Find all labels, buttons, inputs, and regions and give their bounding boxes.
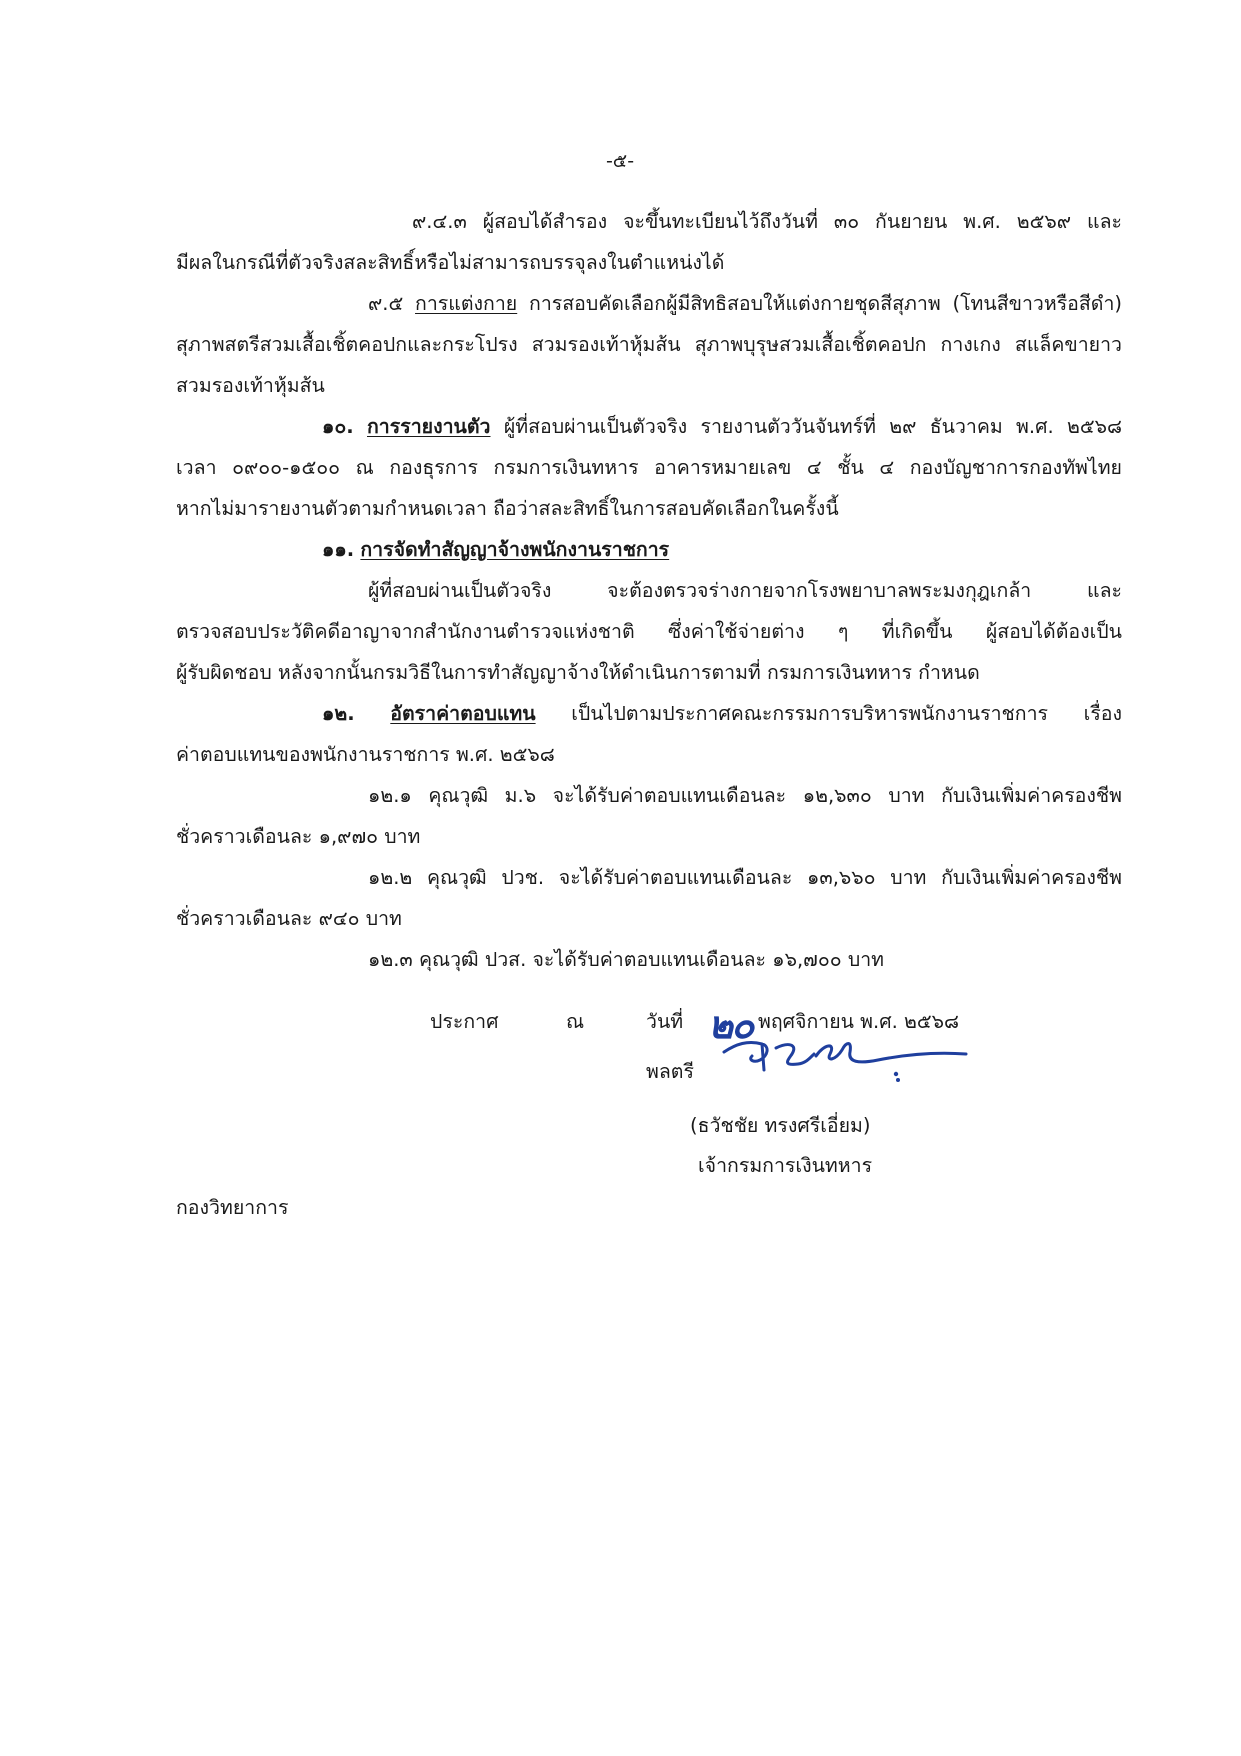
section-10-line-2: เวลา ๐๙๐๐-๑๕๐๐ ณ กองธุรการ กรมการเงินทหาร อาคารหมายเลข ๔ ชั้น ๔ กองบัญชาการกองทัพไทย [176, 456, 1122, 479]
section-11-line-1: ผู้ที่สอบผ่านเป็นตัวจริง จะต้องตรวจร่างกายจากโรงพยาบาลพระมงกุฎเกล้า และ [368, 579, 1122, 602]
section-11-number: ๑๑. [322, 538, 355, 561]
section-11-line-2: ตรวจสอบประวัติคดีอาญาจากสำนักงานตำรวจแห่งชาติ ซึ่งค่าใช้จ่ายต่าง ๆ ที่เกิดขึ้น ผู้สอบได้ต้องเป็น [176, 620, 1122, 643]
footer-department: กองวิทยาการ [176, 1196, 289, 1219]
announced-label: ประกาศ [430, 1010, 499, 1033]
section-12-3-line-1: ๑๒.๓ คุณวุฒิ ปวส. จะได้รับค่าตอบแทนเดือนละ ๑๖,๗๐๐ บาท [368, 948, 884, 971]
section-9-4-3-line-1: ๙.๔.๓ ผู้สอบได้สำรอง จะขึ้นทะเบียนไว้ถึงวันที่ ๓๐ กันยายน พ.ศ. ๒๕๖๙ และ [412, 210, 1122, 233]
section-10-number: ๑๐. [322, 415, 354, 438]
section-12-number: ๑๒. [322, 702, 355, 725]
handwritten-day: ๒๐ [708, 1002, 753, 1047]
day-label: วันที่ [646, 1010, 684, 1033]
signer-position: เจ้ากรมการเงินทหาร [698, 1154, 873, 1177]
section-9-4-3-line-2: มีผลในกรณีที่ตัวจริงสละสิทธิ์หรือไม่สามารถบรรจุลงในตำแหน่งได้ [176, 251, 725, 274]
section-9-5-heading: การแต่งกาย [415, 292, 518, 315]
section-12-heading: อัตราค่าตอบแทน [390, 702, 536, 725]
section-9-5-line-1 [368, 284, 1122, 324]
section-10-line-1 [322, 407, 1122, 447]
section-12-line-1 [322, 694, 1122, 734]
section-12-2-line-1: ๑๒.๒ คุณวุฒิ ปวช. จะได้รับค่าตอบแทนเดือนละ ๑๓,๖๖๐ บาท กับเงินเพิ่มค่าครองชีพ [368, 866, 1122, 889]
section-10-heading: การรายงานตัว [367, 415, 491, 438]
page-number: -๕- [605, 150, 635, 172]
section-12-1-line-2: ชั่วคราวเดือนละ ๑,๙๗๐ บาท [176, 825, 421, 848]
signer-name: (ธวัชชัย ทรงศรีเอี่ยม) [690, 1114, 871, 1137]
section-12-text: เป็นไปตามประกาศคณะกรรมการบริหารพนักงานราชการ เรื่อง [571, 702, 1122, 725]
section-11-heading-line [322, 530, 1122, 570]
section-9-5-line-3: สวมรองเท้าหุ้มส้น [176, 374, 325, 397]
section-11-line-3: ผู้รับผิดชอบ หลังจากนั้นกรมวิธีในการทำสัญญาจ้างให้ดำเนินการตามที่ กรมการเงินทหาร กำหนด [176, 661, 980, 684]
section-10-text: ผู้ที่สอบผ่านเป็นตัวจริง รายงานตัววันจันทร์ที่ ๒๙ ธันวาคม พ.ศ. ๒๕๖๘ [503, 415, 1122, 438]
section-9-5-text: การสอบคัดเลือกผู้มีสิทธิสอบให้แต่งกายชุดสีสุภาพ (โทนสีขาวหรือสีดำ) [529, 292, 1122, 315]
handwritten-signature [718, 1030, 970, 1086]
section-9-5-number: ๙.๕ [368, 292, 404, 315]
at-label: ณ [566, 1010, 585, 1033]
section-12-2-line-2: ชั่วคราวเดือนละ ๙๔๐ บาท [176, 907, 402, 930]
signer-rank: พลตรี [646, 1060, 694, 1083]
month-year: พฤศจิกายน พ.ศ. ๒๕๖๘ [758, 1010, 960, 1033]
section-12-line-2: ค่าตอบแทนของพนักงานราชการ พ.ศ. ๒๕๖๘ [176, 743, 555, 766]
section-9-5-line-2: สุภาพสตรีสวมเสื้อเชิ้ตคอปกและกระโปรง สวมรองเท้าหุ้มส้น สุภาพบุรุษสวมเสื้อเชิ้ตคอปก กางเกง สแล็คขายาว [176, 333, 1122, 356]
section-10-line-3: หากไม่มารายงานตัวตามกำหนดเวลา ถือว่าสละสิทธิ์ในการสอบคัดเลือกในครั้งนี้ [176, 497, 839, 520]
section-12-1-line-1: ๑๒.๑ คุณวุฒิ ม.๖ จะได้รับค่าตอบแทนเดือนละ ๑๒,๖๓๐ บาท กับเงินเพิ่มค่าครองชีพ [368, 784, 1122, 807]
section-11-heading: การจัดทำสัญญาจ้างพนักงานราชการ [360, 538, 670, 561]
